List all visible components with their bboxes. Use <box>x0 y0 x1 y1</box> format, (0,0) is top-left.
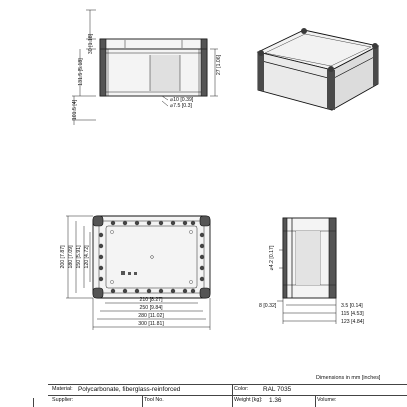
dim-side-diameter: ⌀4.2 [0.17] <box>269 245 275 271</box>
dim-base-height: 101.5 [4] <box>72 99 78 121</box>
front-lid-band <box>100 39 207 49</box>
units-note: Dimensions in mm [inches] <box>316 375 381 381</box>
color-label: Color: <box>234 386 249 392</box>
color-value: RAL 7035 <box>263 386 292 393</box>
tool-label: Tool No. <box>144 397 164 403</box>
dim-side-d1: 3.5 [0.14] <box>341 303 363 309</box>
front-view <box>100 39 207 96</box>
dim-w2: 250 [9.84] <box>139 305 163 311</box>
dim-w1: 210 [8.27] <box>139 297 163 303</box>
title-block <box>48 384 407 407</box>
dim-total-height: 131.5 [5.18] <box>78 58 84 86</box>
material-label: Material: <box>52 386 73 392</box>
dim-h1: 200 [7.87] <box>60 245 66 269</box>
dim-side-d2: 115 [4.53] <box>341 311 364 317</box>
volume-label: Volume: <box>317 397 337 403</box>
side-view <box>283 218 336 298</box>
dim-diameter-2: ⌀7.5 [0.3] <box>170 103 192 109</box>
top-view <box>93 216 210 298</box>
dim-side-left: 8 [0.32] <box>259 303 277 309</box>
dim-w3: 280 [11.02] <box>138 313 164 319</box>
weight-value: 1.36 <box>269 397 282 404</box>
weight-label: Weight [kg]: <box>234 397 263 403</box>
dim-right-height: 27 [1.06] <box>216 54 222 76</box>
dim-side-d3: 123 [4.84] <box>341 319 365 325</box>
isometric-view <box>258 28 378 110</box>
title-row-supplier <box>48 395 407 407</box>
dim-h4: 120 [4.72] <box>84 245 90 269</box>
top-view-outline <box>93 216 210 298</box>
dim-h3: 150 [5.91] <box>76 245 82 269</box>
material-value: Polycarbonate, fiberglass-reinforced <box>78 386 181 393</box>
sheet-edge-mark <box>33 398 38 407</box>
dim-lid-height: 30 [1.18] <box>88 33 94 55</box>
supplier-label: Supplier: <box>52 397 74 403</box>
dim-diameter-1: ⌀10 [0.39] <box>170 97 194 103</box>
dim-w4: 300 [11.81] <box>138 321 164 327</box>
dim-h2: 180 [7.09] <box>68 245 74 269</box>
